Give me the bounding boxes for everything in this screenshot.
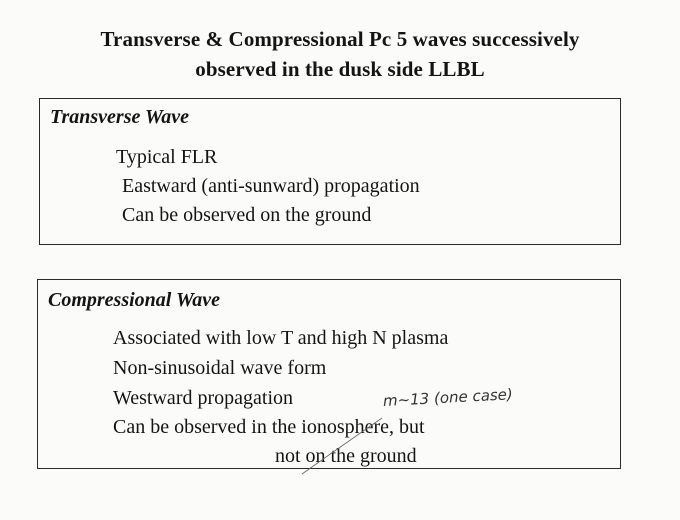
transverse-item-ground-observation: Can be observed on the ground xyxy=(122,204,372,226)
transverse-wave-box xyxy=(39,98,621,245)
compressional-item-ionosphere-observation: Can be observed in the ionosphere, but xyxy=(113,416,425,438)
transverse-item-eastward-propagation: Eastward (anti-sunward) propagation xyxy=(122,175,420,197)
compressional-item-westward-propagation: Westward propagation xyxy=(113,387,293,409)
transverse-wave-heading: Transverse Wave xyxy=(50,106,190,128)
transverse-item-typical-flr: Typical FLR xyxy=(116,146,218,168)
slide-title-line-1: Transverse & Compressional Pc 5 waves successively xyxy=(100,27,580,51)
compressional-item-plasma: Associated with low T and high N plasma xyxy=(113,327,449,349)
slide-title-line-2: observed in the dusk side LLBL xyxy=(195,57,485,81)
handwritten-note: m~13 (one case) xyxy=(382,385,514,410)
compressional-wave-heading: Compressional Wave xyxy=(48,289,221,311)
compressional-item-waveform: Non-sinusoidal wave form xyxy=(113,357,327,379)
compressional-item-not-on-ground: not on the ground xyxy=(275,445,417,467)
handwritten-pointer-stroke xyxy=(296,416,386,476)
compressional-wave-box xyxy=(37,279,621,469)
